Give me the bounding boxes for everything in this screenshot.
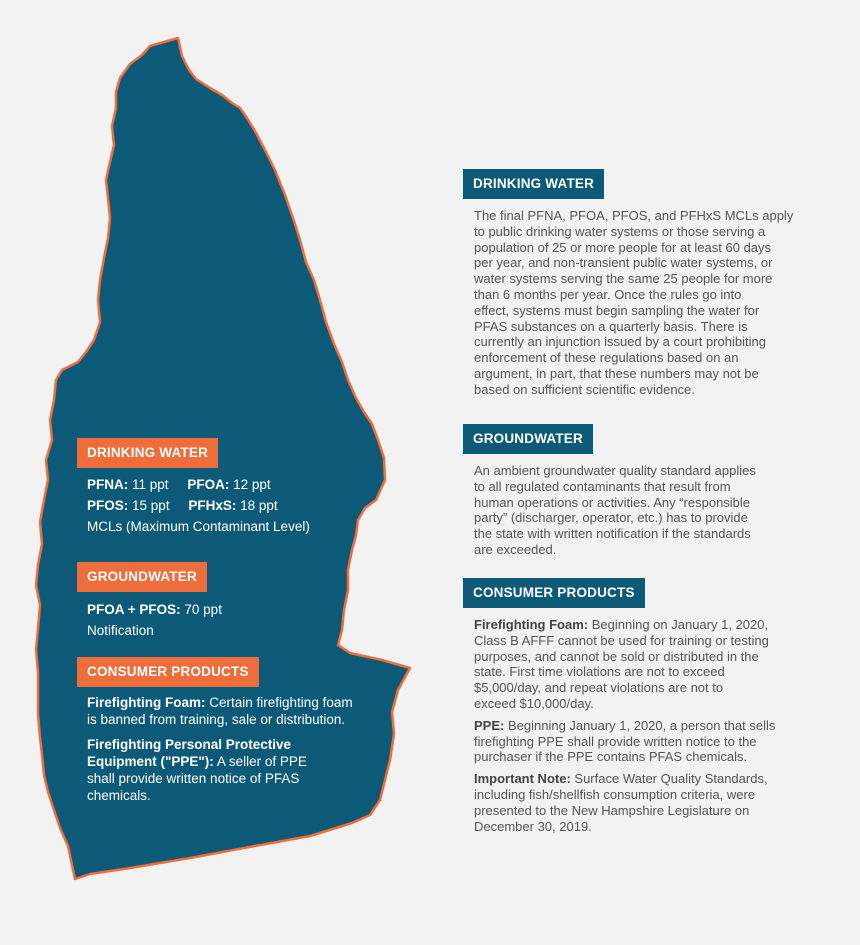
pfos-label: PFOS: xyxy=(87,498,129,513)
right-consumer-products-text xyxy=(474,617,775,834)
foam-line: state. First time violations are not to exceed xyxy=(474,664,725,680)
dw-line: based on sufficient scientific evidence. xyxy=(474,381,695,397)
map-ppe-label-1: Firefighting Personal Protective xyxy=(87,737,292,752)
right-foam-label: Firefighting Foam: xyxy=(474,617,589,632)
dw-line: population of 25 or more people for at least 60 days xyxy=(474,239,772,255)
map-consumer-products-text xyxy=(87,694,353,804)
right-drinking-water-text xyxy=(474,208,793,398)
map-groundwater-header: GROUNDWATER xyxy=(77,562,207,592)
gw-line: the state with written notification if the standards xyxy=(474,526,751,542)
right-drinking-water-header: DRINKING WATER xyxy=(463,169,604,199)
right-groundwater-section xyxy=(463,424,593,454)
map-groundwater-values xyxy=(87,599,222,641)
foam-line: exceed $10,000/day. xyxy=(474,695,594,711)
gw-line: to all regulated contaminants that result from xyxy=(474,478,731,494)
important-note-label: Important Note: xyxy=(474,771,571,787)
dw-line: The final PFNA, PFOA, PFOS, and PFHxS MCLs apply xyxy=(474,208,794,223)
right-drinking-water-section xyxy=(463,169,604,199)
pfoa-pfos-value: 70 ppt xyxy=(184,602,222,617)
gw-line: An ambient groundwater quality standard applies xyxy=(474,463,756,478)
right-ppe-label: PPE: xyxy=(474,717,505,733)
pfna-label: PFNA: xyxy=(87,477,129,492)
dw-line: per year, and non-transient public water systems, or xyxy=(474,255,773,271)
map-ppe-text-1: A seller of PPE xyxy=(216,754,307,769)
pfoa-value: 12 ppt xyxy=(233,477,271,492)
note-line: including fish/shellfish consumption criteria, were xyxy=(474,786,756,802)
dw-line: to public drinking water systems or those serving a xyxy=(474,223,766,239)
pfna-value: 11 ppt xyxy=(132,477,169,492)
map-ppe-label-2: Equipment ("PPE"): xyxy=(87,754,214,769)
dw-line: PFAS substances on a quarterly basis. There is xyxy=(474,318,748,334)
right-ppe-first: Beginning January 1, 2020, a person that sells xyxy=(507,717,776,733)
pfos-value: 15 ppt xyxy=(132,498,170,513)
foam-line: Class B AFFF cannot be used for training or testing xyxy=(474,632,769,648)
dw-line: enforcement of these regulations based on an xyxy=(474,350,739,366)
pfoa-pfos-label: PFOA + PFOS: xyxy=(87,602,181,617)
map-consumer-products-section xyxy=(77,657,259,687)
map-consumer-products-header: CONSUMER PRODUCTS xyxy=(77,657,259,687)
important-note-first: Surface Water Quality Standards, xyxy=(574,771,768,787)
map-drinking-water-values xyxy=(87,474,310,537)
dw-line: argument, in part, that these numbers may not be xyxy=(474,365,759,381)
mcl-note: MCLs (Maximum Contaminant Level) xyxy=(87,519,310,534)
map-groundwater-section xyxy=(77,562,207,592)
gw-line: are exceeded. xyxy=(474,541,557,557)
pfhxs-label: PFHxS: xyxy=(188,498,237,513)
right-foam-first: Beginning on January 1, 2020, xyxy=(591,617,769,632)
gw-line: party” (discharger, operator, etc.) has to provide xyxy=(474,510,748,526)
map-foam-text-1: Certain firefighting foam xyxy=(209,695,353,710)
ppe-line: purchaser if the PPE contains PFAS chemicals. xyxy=(474,749,748,765)
map-drinking-water-section xyxy=(77,438,218,468)
foam-line: $5,000/day, and repeat violations are not to xyxy=(474,680,724,696)
note-line: December 30, 2019. xyxy=(474,818,592,834)
map-foam-text-2: is banned from training, sale or distribution. xyxy=(87,712,346,727)
map-drinking-water-header: DRINKING WATER xyxy=(77,438,218,468)
dw-line: water systems serving the same 25 people for more xyxy=(474,271,773,287)
pfhxs-value: 18 ppt xyxy=(240,498,278,513)
right-groundwater-text xyxy=(474,463,756,558)
map-ppe-text-3: chemicals. xyxy=(87,788,151,803)
right-groundwater-header: GROUNDWATER xyxy=(463,424,593,454)
gw-line: human operations or activities. Any “responsible xyxy=(474,494,751,510)
map-foam-label: Firefighting Foam: xyxy=(87,695,206,710)
dw-line: than 6 months per year. Once the rules go into xyxy=(474,286,742,302)
note-line: presented to the New Hampshire Legislature on xyxy=(474,802,750,818)
map-ppe-text-2: shall provide written notice of PFAS xyxy=(87,771,300,786)
groundwater-note: Notification xyxy=(87,623,154,638)
dw-line: effect, systems must begin sampling the water for xyxy=(474,302,760,318)
right-consumer-products-header: CONSUMER PRODUCTS xyxy=(463,578,645,608)
ppe-line: firefighting PPE shall provide written notice to the xyxy=(474,733,757,749)
dw-line: currently an injunction issued by a court prohibiting xyxy=(474,334,766,350)
foam-line: purposes, and cannot be sold or distributed in the xyxy=(474,648,759,664)
right-consumer-products-section xyxy=(463,578,645,608)
pfoa-label: PFOA: xyxy=(187,477,230,492)
